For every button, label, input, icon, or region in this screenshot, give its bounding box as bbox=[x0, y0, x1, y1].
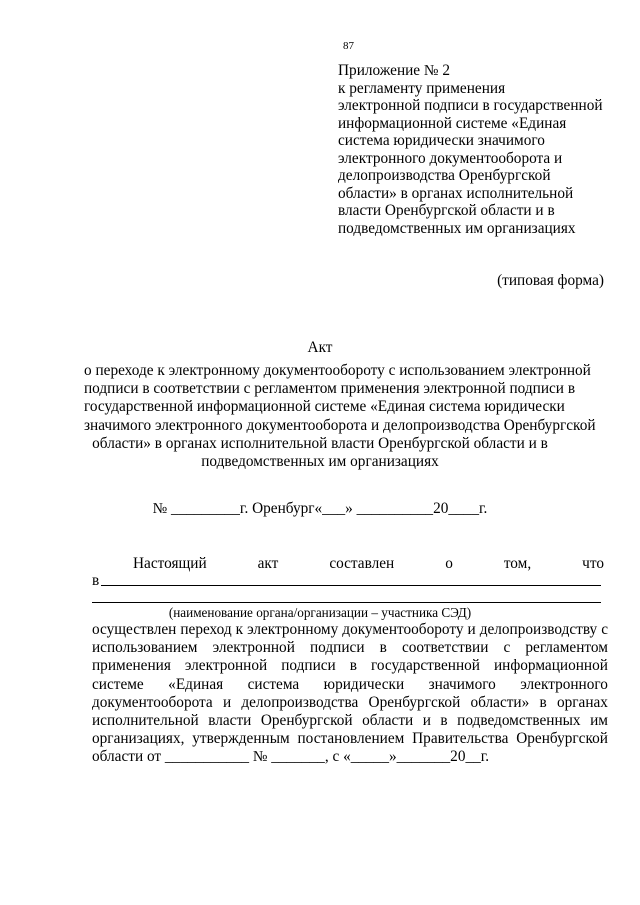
appendix-line: Приложение № 2 bbox=[338, 62, 450, 79]
appendix-line: электронного документооборота и bbox=[338, 149, 563, 167]
act-number-date-line: № _________г. Оренбург«___» __________20____г. bbox=[152, 500, 488, 517]
body-line: системе «Единая система юридически значимого электронного bbox=[92, 675, 608, 693]
body-paragraph bbox=[92, 621, 608, 767]
appendix-line: делопроизводства Оренбургской bbox=[338, 167, 551, 184]
statement-line bbox=[133, 555, 604, 573]
appendix-line: к регламенту применения bbox=[338, 79, 506, 97]
body-last-line: области от ___________ № _______, с «_____»_______20__г. bbox=[92, 748, 490, 766]
body-line: организациях, утвержденным постановлением Правительства Оренбургской bbox=[92, 730, 608, 748]
body-line: осуществлен переход к электронному документообороту и делопроизводству с bbox=[92, 621, 608, 638]
statement-word: том, bbox=[503, 555, 532, 572]
act-title: Акт bbox=[307, 339, 333, 356]
act-subtitle-line: о переходе к электронному документообороту с использованием электронной bbox=[84, 362, 591, 379]
statement-word: что bbox=[582, 555, 604, 572]
statement-word: о bbox=[445, 555, 453, 572]
appendix-line: подведомственных им организациях bbox=[338, 219, 576, 237]
appendix-header bbox=[338, 62, 618, 237]
appendix-line: области» в органах исполнительной bbox=[338, 184, 574, 202]
statement-word: составлен bbox=[329, 555, 395, 572]
form-type-label: (типовая форма) bbox=[497, 272, 604, 289]
act-subtitle-line: государственной информационной системе «Единая система юридически bbox=[84, 398, 565, 416]
body-line: применения электронной подписи в государственной информационной bbox=[92, 657, 608, 675]
act-subtitle-line: подведомственных им организациях bbox=[201, 453, 439, 471]
organization-fill-line-1 bbox=[101, 585, 601, 586]
act-subtitle-line: области» в органах исполнительной власти Оренбургской области и в bbox=[92, 434, 548, 452]
act-subtitle-line: подписи в соответствии с регламентом применения электронной подписи в bbox=[84, 380, 576, 398]
appendix-line: власти Оренбургской области и в bbox=[338, 202, 555, 219]
appendix-line: информационной системе «Единая bbox=[338, 114, 567, 132]
statement-word: акт bbox=[257, 555, 279, 572]
body-line: использованием электронной подписи в соответствии с регламентом bbox=[92, 639, 608, 657]
organization-fill-line-2 bbox=[92, 602, 601, 603]
statement-word: Настоящий bbox=[133, 555, 207, 572]
act-subtitle-line: значимого электронного документооборота и делопроизводства Оренбургской bbox=[84, 416, 596, 434]
organization-prefix: в bbox=[92, 572, 100, 589]
body-line: документооборота и делопроизводства Оренбургской области» в органах bbox=[92, 693, 608, 711]
body-line: исполнительной власти Оренбургской области и в подведомственных им bbox=[92, 712, 608, 730]
appendix-line: система юридически значимого bbox=[338, 132, 545, 149]
page-number: 87 bbox=[343, 40, 354, 52]
organization-caption: (наименование органа/организации – участника СЭД) bbox=[168, 605, 472, 620]
appendix-line: электронной подписи в государственной bbox=[338, 97, 603, 114]
act-subtitle bbox=[84, 362, 596, 471]
